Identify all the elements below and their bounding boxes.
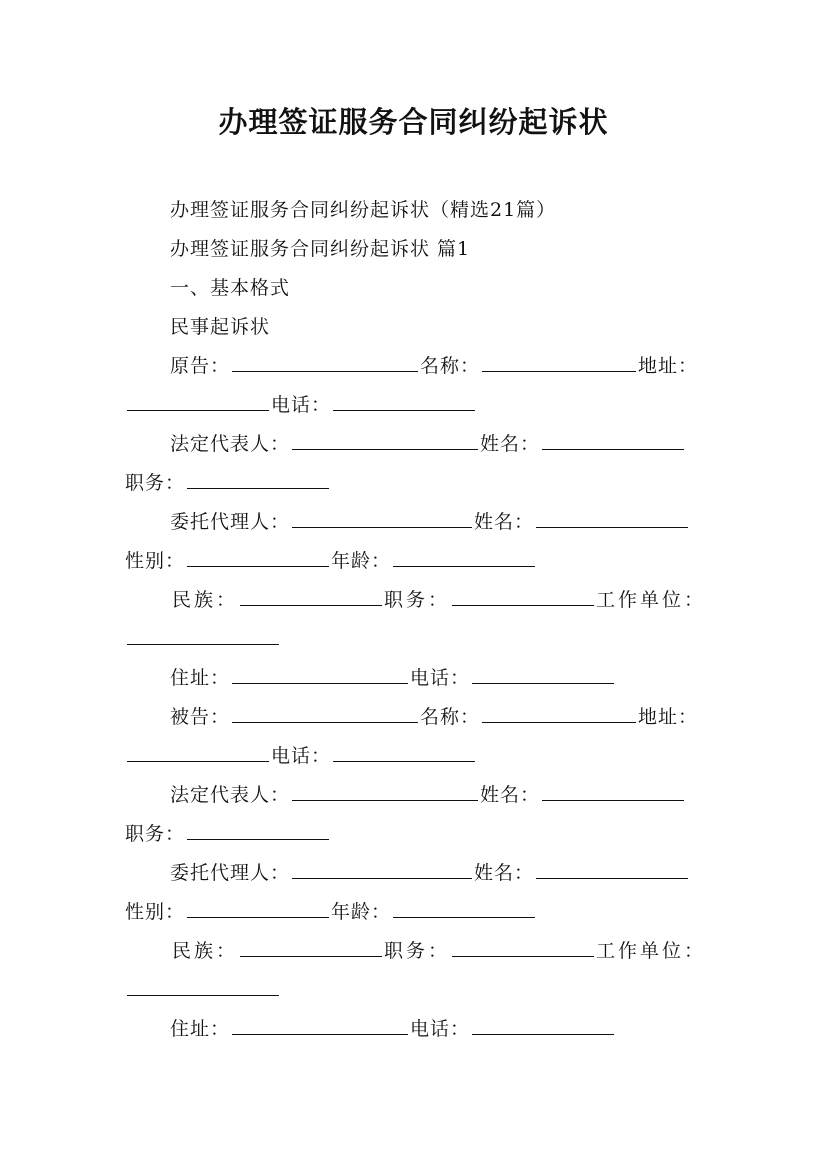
- blank-field[interactable]: [187, 822, 329, 840]
- agent-line-b-2: [125, 900, 537, 924]
- ethnicity-label: 民族：: [172, 589, 239, 611]
- position-label: 职务：: [384, 940, 451, 962]
- legal-rep-label: 法定代表人：: [170, 433, 291, 455]
- plaintiff-line: [170, 354, 698, 378]
- blank-field[interactable]: [393, 549, 535, 567]
- blank-field[interactable]: [393, 900, 535, 918]
- blank-field[interactable]: [240, 588, 382, 606]
- blank-field[interactable]: [127, 627, 279, 645]
- blank-field[interactable]: [232, 666, 408, 684]
- residence-label: 住址：: [170, 1018, 231, 1040]
- legal-rep-label: 法定代表人：: [170, 784, 291, 806]
- defendant-line-2: [125, 744, 477, 768]
- blank-field[interactable]: [536, 510, 688, 528]
- agent-line-2: [125, 549, 537, 573]
- blank-field[interactable]: [452, 939, 594, 957]
- blank-field[interactable]: [482, 354, 636, 372]
- blank-field[interactable]: [482, 705, 636, 723]
- address-label: 地址：: [638, 355, 699, 377]
- blank-field[interactable]: [240, 939, 382, 957]
- agent-line-b: [170, 861, 690, 885]
- name-title-label: 名称：: [420, 355, 481, 377]
- position-label: 职务：: [125, 472, 186, 494]
- phone-label: 电话：: [410, 667, 471, 689]
- legal-rep-line-2: [125, 471, 331, 495]
- blank-field[interactable]: [127, 744, 269, 762]
- work-unit-label: 工作单位：: [596, 940, 707, 962]
- blank-field[interactable]: [187, 900, 329, 918]
- phone-label: 电话：: [410, 1018, 471, 1040]
- blank-field[interactable]: [127, 978, 279, 996]
- phone-label: 电话：: [271, 745, 332, 767]
- plaintiff-line-2: [125, 393, 477, 417]
- format-heading: 一、基本格式: [170, 277, 291, 299]
- subtitle: 办理签证服务合同纠纷起诉状（精选21篇）: [170, 199, 557, 221]
- blank-field[interactable]: [472, 666, 614, 684]
- agent-label: 委托代理人：: [170, 511, 291, 533]
- blank-field[interactable]: [292, 783, 478, 801]
- blank-field[interactable]: [292, 510, 472, 528]
- position-label: 职务：: [125, 823, 186, 845]
- ethnicity-line-2: [125, 627, 281, 651]
- blank-field[interactable]: [232, 1017, 408, 1035]
- name-title-label: 名称：: [420, 706, 481, 728]
- agent-line: [170, 510, 690, 534]
- defendant-line: [170, 705, 698, 729]
- work-unit-label: 工作单位：: [596, 589, 707, 611]
- ethnicity-line-b-2: [125, 978, 281, 1002]
- ethnicity-line-b: [172, 939, 706, 963]
- blank-field[interactable]: [292, 432, 478, 450]
- legal-rep-line-b: [170, 783, 686, 807]
- blank-field[interactable]: [127, 393, 269, 411]
- blank-field[interactable]: [333, 393, 475, 411]
- ethnicity-line: [172, 588, 706, 612]
- gender-label: 性别：: [125, 550, 186, 572]
- blank-field[interactable]: [187, 549, 329, 567]
- blank-field[interactable]: [333, 744, 475, 762]
- plaintiff-label: 原告：: [170, 355, 231, 377]
- gender-label: 性别：: [125, 901, 186, 923]
- residence-label: 住址：: [170, 667, 231, 689]
- residence-line-b: [170, 1017, 616, 1041]
- ethnicity-label: 民族：: [172, 940, 239, 962]
- blank-field[interactable]: [292, 861, 472, 879]
- blank-field[interactable]: [232, 705, 418, 723]
- legal-rep-line: [170, 432, 686, 456]
- blank-field[interactable]: [542, 783, 684, 801]
- name-label: 姓名：: [474, 511, 535, 533]
- age-label: 年龄：: [331, 550, 392, 572]
- legal-rep-line-b-2: [125, 822, 331, 846]
- blank-field[interactable]: [536, 861, 688, 879]
- agent-label: 委托代理人：: [170, 862, 291, 884]
- defendant-label: 被告：: [170, 706, 231, 728]
- phone-label: 电话：: [271, 394, 332, 416]
- name-label: 姓名：: [480, 433, 541, 455]
- address-label: 地址：: [638, 706, 699, 728]
- blank-field[interactable]: [542, 432, 684, 450]
- age-label: 年龄：: [331, 901, 392, 923]
- blank-field[interactable]: [232, 354, 418, 372]
- position-label: 职务：: [384, 589, 451, 611]
- blank-field[interactable]: [187, 471, 329, 489]
- doc-type: 民事起诉状: [170, 316, 271, 338]
- residence-line: [170, 666, 616, 690]
- document-title: 办理签证服务合同纠纷起诉状: [218, 105, 609, 139]
- section-heading: 办理签证服务合同纠纷起诉状 篇1: [170, 238, 471, 260]
- blank-field[interactable]: [472, 1017, 614, 1035]
- blank-field[interactable]: [452, 588, 594, 606]
- name-label: 姓名：: [480, 784, 541, 806]
- name-label: 姓名：: [474, 862, 535, 884]
